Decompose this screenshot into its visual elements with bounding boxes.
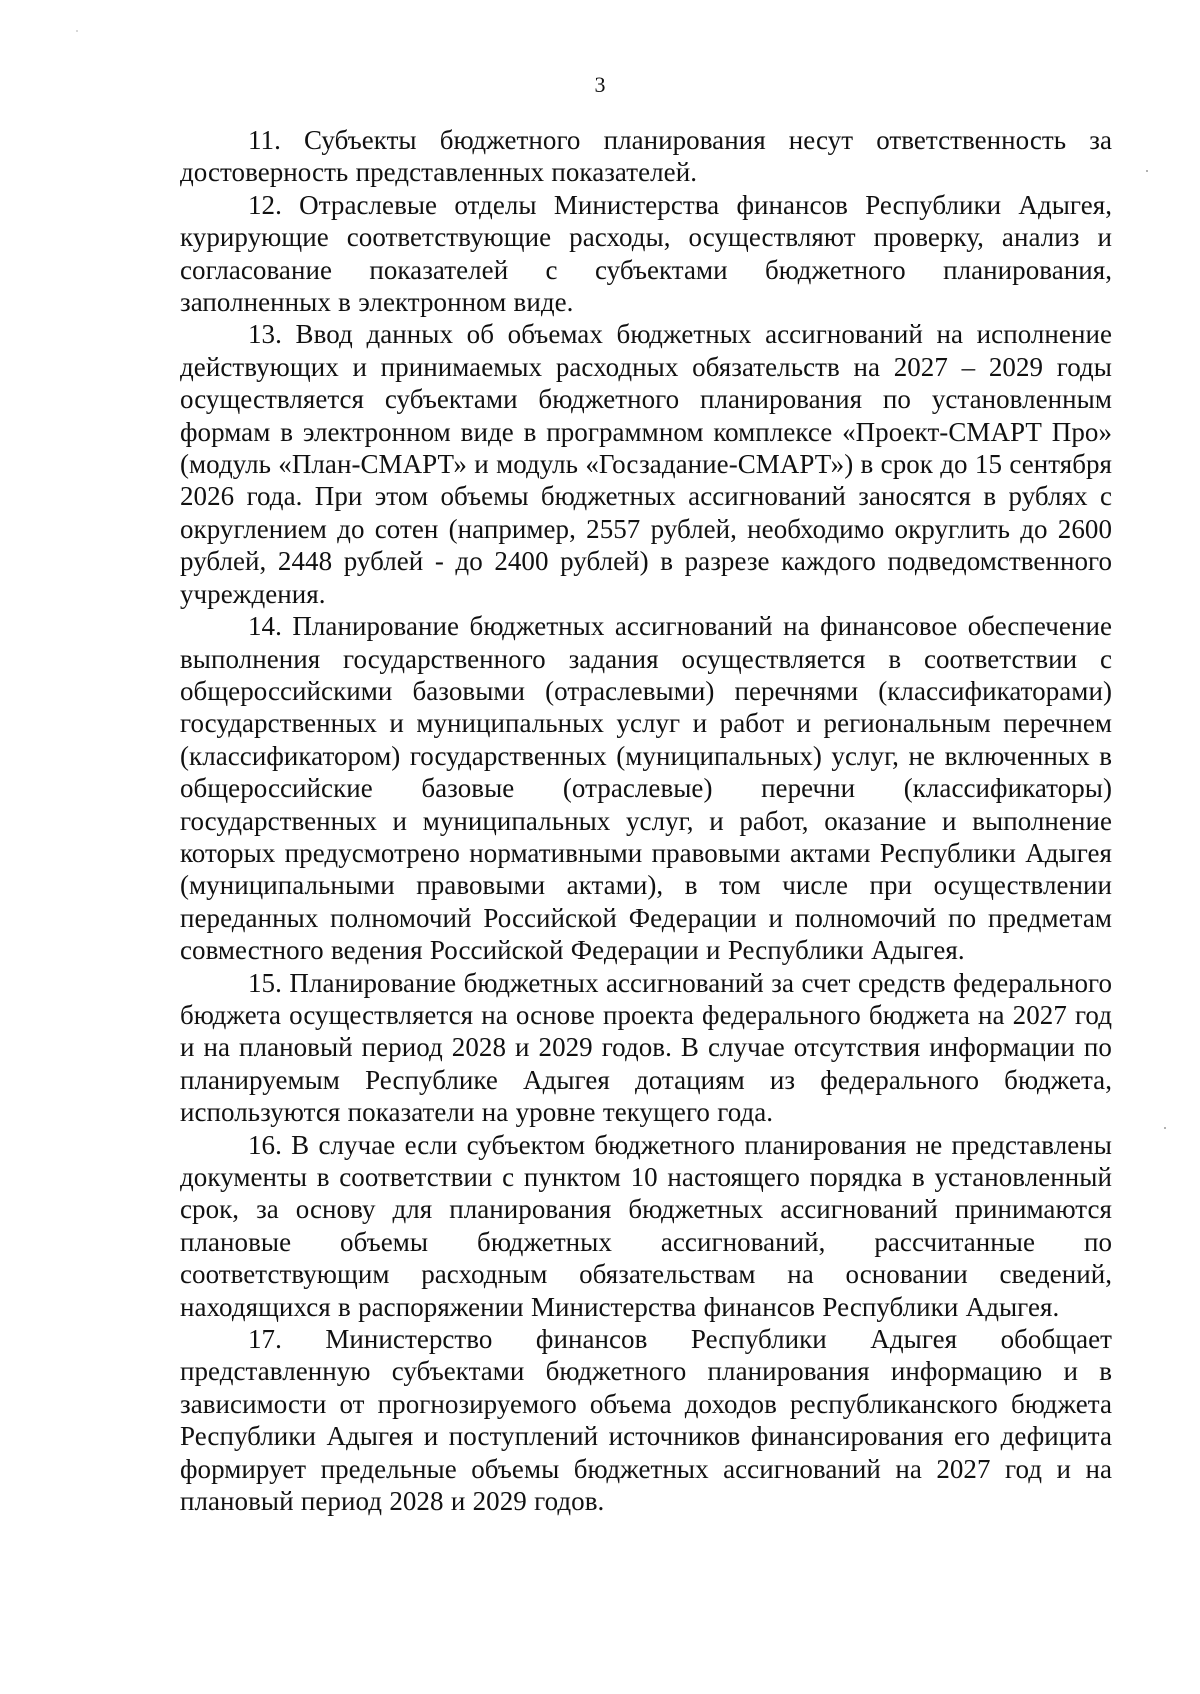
paragraph-13: 13. Ввод данных об объемах бюджетных ассигнований на исполнение действующих и принимаемых расходных обязательств на 2027 – 2029 годы осуществляется субъектами бюджетного планирования по установленным формам в электронном виде в программном комплексе «Проект-СМАРТ Про» (модуль «План-СМАРТ» и модуль «Госзадание-СМАРТ») в срок до 15 сентября 2026 года. При этом объемы бюджетных ассигнований заносятся в рублях с округлением до сотен (например, 2557 рублей, необходимо округлить до 2600 рублей, 2448 рублей - до 2400 рублей) в разрезе каждого подведомственного учреждения. [180,319,1112,609]
document-body [180,124,1112,1517]
scan-speck [1164,1127,1166,1129]
paragraph-11: 11. Субъекты бюджетного планирования несут ответственность за достоверность представленных показателей. [180,125,1112,188]
paragraph-14: 14. Планирование бюджетных ассигнований на финансовое обеспечение выполнения государственного задания осуществляется в соответствии с общероссийскими базовыми (отраслевыми) перечнями (классификаторами) государственных и муниципальных услуг и работ и региональным перечнем (классификатором) государственных (муниципальных) услуг, не включенных в общероссийские базовые (отраслевые) перечни (классификаторы) государственных и муниципальных услуг, и работ, оказание и выполнение которых предусмотрено нормативными правовыми актами Республики Адыгея (муниципальными правовыми актами), в том числе при осуществлении переданных полномочий Российской Федерации и полномочий по предметам совместного ведения Российской Федерации и Республики Адыгея. [180,611,1112,966]
paragraph-17: 17. Министерство финансов Республики Адыгея обобщает представленную субъектами бюджетного планирования информацию и в зависимости от прогнозируемого объема доходов республиканского бюджета Республики Адыгея и поступлений источников финансирования его дефицита формирует предельные объемы бюджетных ассигнований на 2027 год и на плановый период 2028 и 2029 годов. [180,1324,1112,1517]
paragraph-12: 12. Отраслевые отделы Министерства финансов Республики Адыгея, курирующие соответствующие расходы, осуществляют проверку, анализ и согласование показателей с субъектами бюджетного планирования, заполненных в электронном виде. [180,189,1112,318]
scan-speck [1146,170,1148,172]
scan-speck [76,30,78,32]
paragraph-15: 15. Планирование бюджетных ассигнований за счет средств федерального бюджета осуществляется на основе проекта федерального бюджета на 2027 год и на плановый период 2028 и 2029 годов. В случае отсутствия информации по планируемым Республике Адыгея дотациям из федерального бюджета, используются показатели на уровне текущего года. [180,967,1112,1128]
page-number: 3 [594,72,606,97]
paragraph-16: 16. В случае если субъектом бюджетного планирования не представлены документы в соответствии с пунктом 10 настоящего порядка в установленный срок, за основу для планирования бюджетных ассигнований принимаются плановые объемы бюджетных ассигнований, рассчитанные по соответствующим расходным обязательствам на основании сведений, находящихся в распоряжении Министерства финансов Республики Адыгея. [180,1129,1112,1322]
